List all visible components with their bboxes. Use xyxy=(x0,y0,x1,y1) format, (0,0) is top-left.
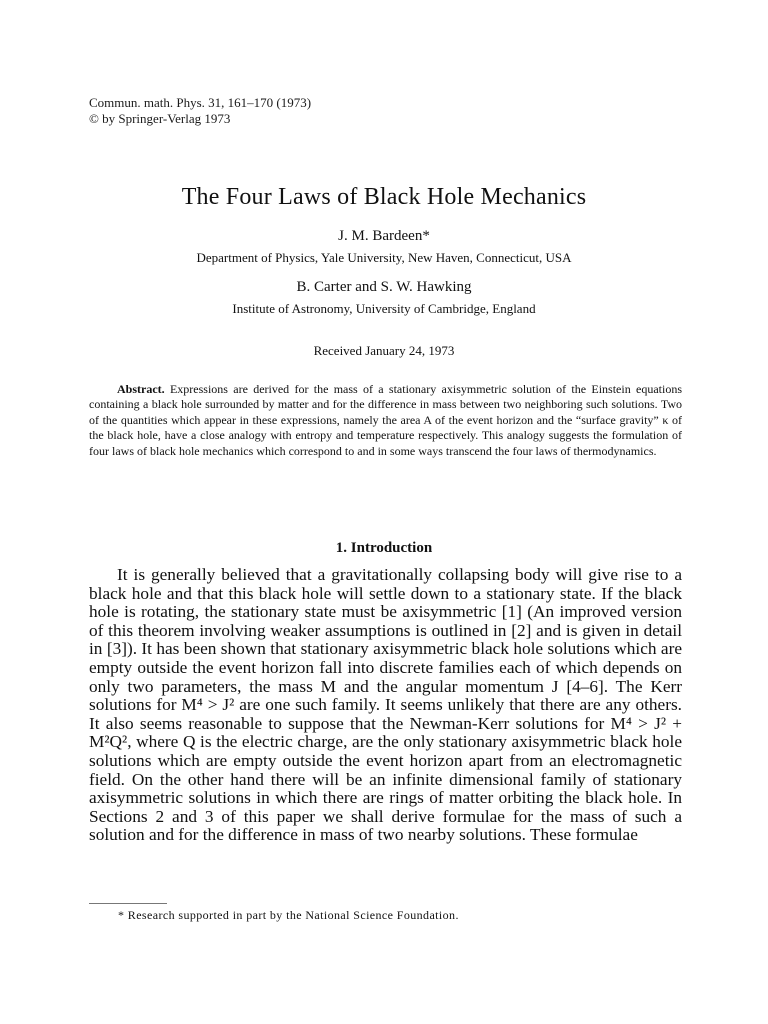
journal-header xyxy=(89,95,311,127)
author-2: B. Carter and S. W. Hawking xyxy=(296,279,472,295)
abstract xyxy=(89,382,682,459)
abstract-label: Abstract. xyxy=(117,382,165,396)
affiliation-1: Department of Physics, Yale University, New Haven, Connecticut, USA xyxy=(196,250,572,265)
received-date: Received January 24, 1973 xyxy=(313,343,455,358)
affiliation-2: Institute of Astronomy, University of Cambridge, England xyxy=(232,301,536,316)
section-heading: 1. Introduction xyxy=(335,540,433,556)
abstract-text: Expressions are derived for the mass of a stationary axisymmetric solution of the Einstein equations containing a black hole surrounded by matter and for the difference in mass between two neighboring such solutions. Two of the quantities which appear in these expressions, namely the area A of the event horizon and the “surface gravity” κ of the black hole, have a close analogy with entropy and temperature respectively. This analogy suggests the formulation of four laws of black hole mechanics which correspond to and in some ways transcend the four laws of thermodynamics. xyxy=(89,382,682,458)
footnote-rule xyxy=(89,903,167,904)
journal-copyright: © by Springer-Verlag 1973 xyxy=(89,111,231,126)
author-1: J. M. Bardeen* xyxy=(338,228,430,244)
paper-title: The Four Laws of Black Hole Mechanics xyxy=(181,184,587,210)
journal-citation: Commun. math. Phys. 31, 161–170 (1973) xyxy=(89,95,312,110)
introduction-paragraph: It is generally believed that a gravitationally collapsing body will give rise to a black hole and that this black hole will settle down to a stationary state. If the black hole is rotating, the stationary state must be axisymmetric [1] (An improved version of this theorem involving weaker assumptions is outlined in [2] and is given in detail in [3]). It has been shown that stationary axisymmetric black hole solutions which are empty outside the event horizon fall into discrete families each of which depends on only two parameters, the mass M and the angular momentum J [4–6]. The Kerr solutions for M⁴ > J² are one such family. It seems unlikely that there are any others. It also seems reasonable to suppose that the Newman-Kerr solutions for M⁴ > J² + M²Q², where Q is the electric charge, are the only stationary axisymmetric black hole solutions which are empty outside the event horizon apart from an electromagnetic field. On the other hand there will be an infinite dimensional family of stationary axisymmetric solutions in which there are rings of matter orbiting the black hole. In Sections 2 and 3 of this paper we shall derive formulae for the mass of such a solution and for the difference in mass of two nearby solutions. These formulae xyxy=(89,565,682,845)
footnote: * Research supported in part by the National Science Foundation. xyxy=(118,908,459,922)
